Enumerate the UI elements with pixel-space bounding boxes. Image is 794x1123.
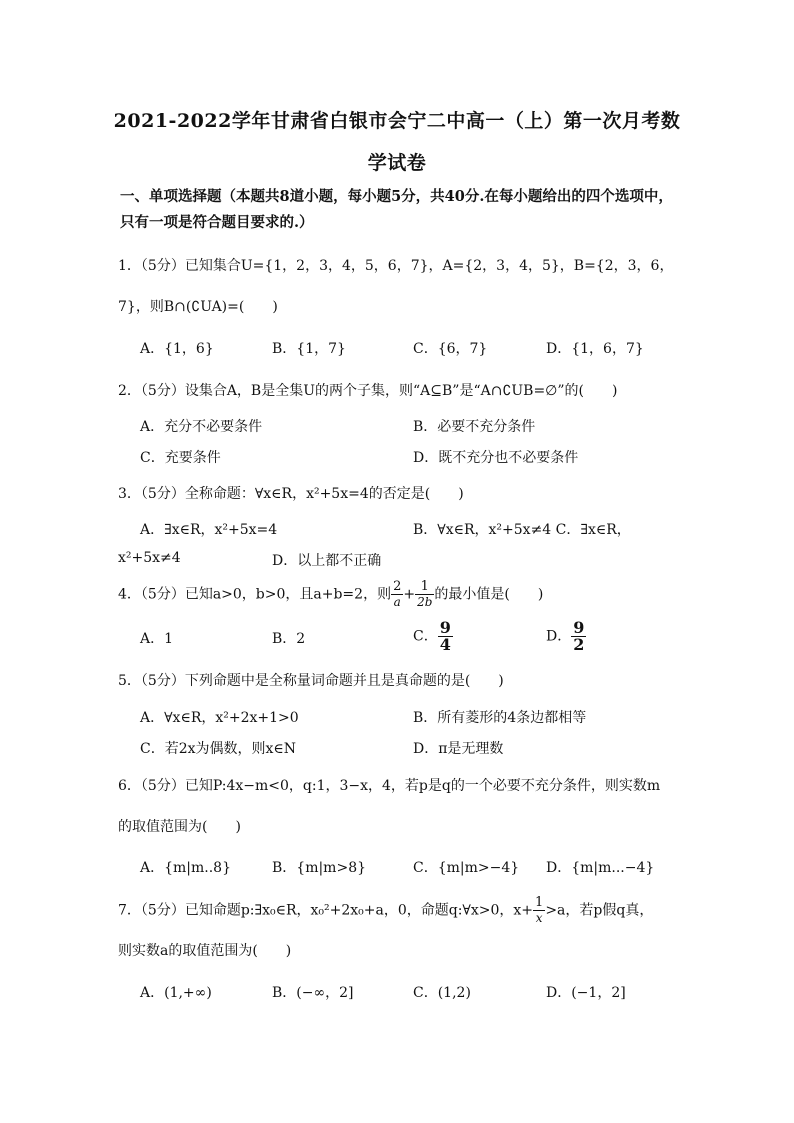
fraction-2-over-a (391, 580, 403, 609)
question-1-stem-cont: 7}，则B∩(∁UA)=( ) (118, 299, 278, 315)
question-4-stem (118, 580, 543, 609)
question-1-stem: 1．（5分）已知集合U={1，2，3，4，5，6，7}，A={2，3，4，5}，B={2，3，6， (118, 258, 674, 274)
question-2-option-d: D．既不充分也不必要条件 (413, 450, 579, 466)
fraction-9-over-4 (438, 620, 453, 653)
fraction-numerator: 2 (393, 579, 402, 594)
question-5-option-c: C．若2x为偶数，则x∈N (140, 741, 297, 757)
question-6-stem-cont: 的取值范围为( ) (118, 819, 241, 835)
question-4-stem-suffix: 的最小值是( ) (434, 586, 544, 603)
fraction-numerator: 9 (439, 618, 451, 637)
fraction-denominator: 2b (417, 595, 433, 609)
section-heading-single-choice: 一、单项选择题（本题共8道小题，每小题5分，共40分.在每小题给出的四个选项中，只有一项是符合题目要求的.） (120, 188, 673, 231)
question-3-stem: 3．（5分）全称命题：∀x∈R，x²+5x=4的否定是( ) (118, 486, 464, 502)
question-4-option-b: B．2 (272, 631, 306, 647)
question-5-stem: 5．（5分）下列命题中是全称量词命题并且是真命题的是( ) (118, 673, 504, 689)
question-7-stem (118, 896, 653, 925)
question-6-option-a: A．{m|m..8} (140, 860, 231, 876)
question-3-option-a: A．∃x∈R，x²+5x=4 (140, 522, 278, 538)
option-label: D． (546, 628, 572, 645)
question-2-option-b: B．必要不充分条件 (413, 419, 536, 435)
option-label: C． (413, 628, 438, 645)
question-2-stem: 2．（5分）设集合A，B是全集U的两个子集，则“A⊆B”是“A∩∁UB=∅”的( ) (118, 383, 618, 399)
exam-title-line-2: 学试卷 (367, 152, 427, 174)
question-6-option-c: C．{m|m>−4} (413, 860, 520, 876)
question-5-option-b: B．所有菱形的4条边都相等 (413, 710, 587, 726)
question-4-option-a: A．1 (140, 631, 174, 647)
fraction-1-over-2b (415, 580, 434, 609)
fraction-numerator: 1 (415, 580, 434, 595)
fraction-numerator: 9 (573, 618, 585, 637)
fraction-denominator: 4 (439, 635, 451, 654)
question-2-option-c: C．充要条件 (140, 450, 221, 466)
question-6-stem: 6．（5分）已知P:4x−m<0，q:1，3−x，4，若p是q的一个必要不充分条件，则实数m (118, 778, 661, 794)
question-1-option-a: A．{1，6} (140, 341, 214, 357)
question-4-option-c (413, 620, 453, 653)
fraction-denominator: 2 (573, 635, 585, 654)
fraction-denominator: x (535, 911, 543, 925)
question-1-option-d: D．{1，6，7} (546, 341, 644, 357)
fraction-9-over-2 (571, 620, 586, 653)
exam-title-line-1: 2021-2022学年甘肃省白银市会宁二中高一（上）第一次月考数 (113, 110, 681, 132)
question-4-option-d (546, 620, 586, 653)
question-7-option-a: A．(1,+∞) (140, 985, 212, 1001)
question-2-option-a: A．充分不必要条件 (140, 419, 263, 435)
question-7-stem-suffix: >a，若p假q真， (545, 902, 654, 919)
question-4-stem-prefix: 4．（5分）已知a>0，b>0，且a+b=2，则 (118, 586, 392, 603)
question-6-option-b: B．{m|m>8} (272, 860, 367, 876)
question-7-option-c: C．(1,2) (413, 985, 471, 1001)
question-1-option-c: C．{6，7} (413, 341, 488, 357)
question-7-option-b: B．(−∞，2] (272, 985, 354, 1001)
question-6-option-d: D．{m|m...−4} (546, 860, 655, 876)
question-7-option-d: D．(−1，2] (546, 985, 626, 1001)
question-7-stem-prefix: 7．（5分）已知命题p:∃x₀∈R，x₀²+2x₀+a，0，命题q:∀x>0，x+ (118, 902, 534, 919)
question-3-option-b-c: B．∀x∈R，x²+5x≠4 C．∃x∈R， (413, 522, 631, 538)
fraction-1-over-x (533, 896, 545, 925)
question-3-option-c-cont: x²+5x≠4 (118, 550, 181, 566)
fraction-denominator: a (393, 595, 401, 609)
question-3-option-d: D．以上都不正确 (272, 553, 382, 569)
fraction-numerator: 1 (535, 895, 544, 910)
question-5-option-d: D．π是无理数 (413, 741, 504, 757)
plus-sign: + (403, 586, 416, 603)
question-1-option-b: B．{1，7} (272, 341, 346, 357)
question-7-stem-cont: 则实数a的取值范围为( ) (118, 943, 292, 959)
question-5-option-a: A．∀x∈R，x²+2x+1>0 (140, 710, 299, 726)
